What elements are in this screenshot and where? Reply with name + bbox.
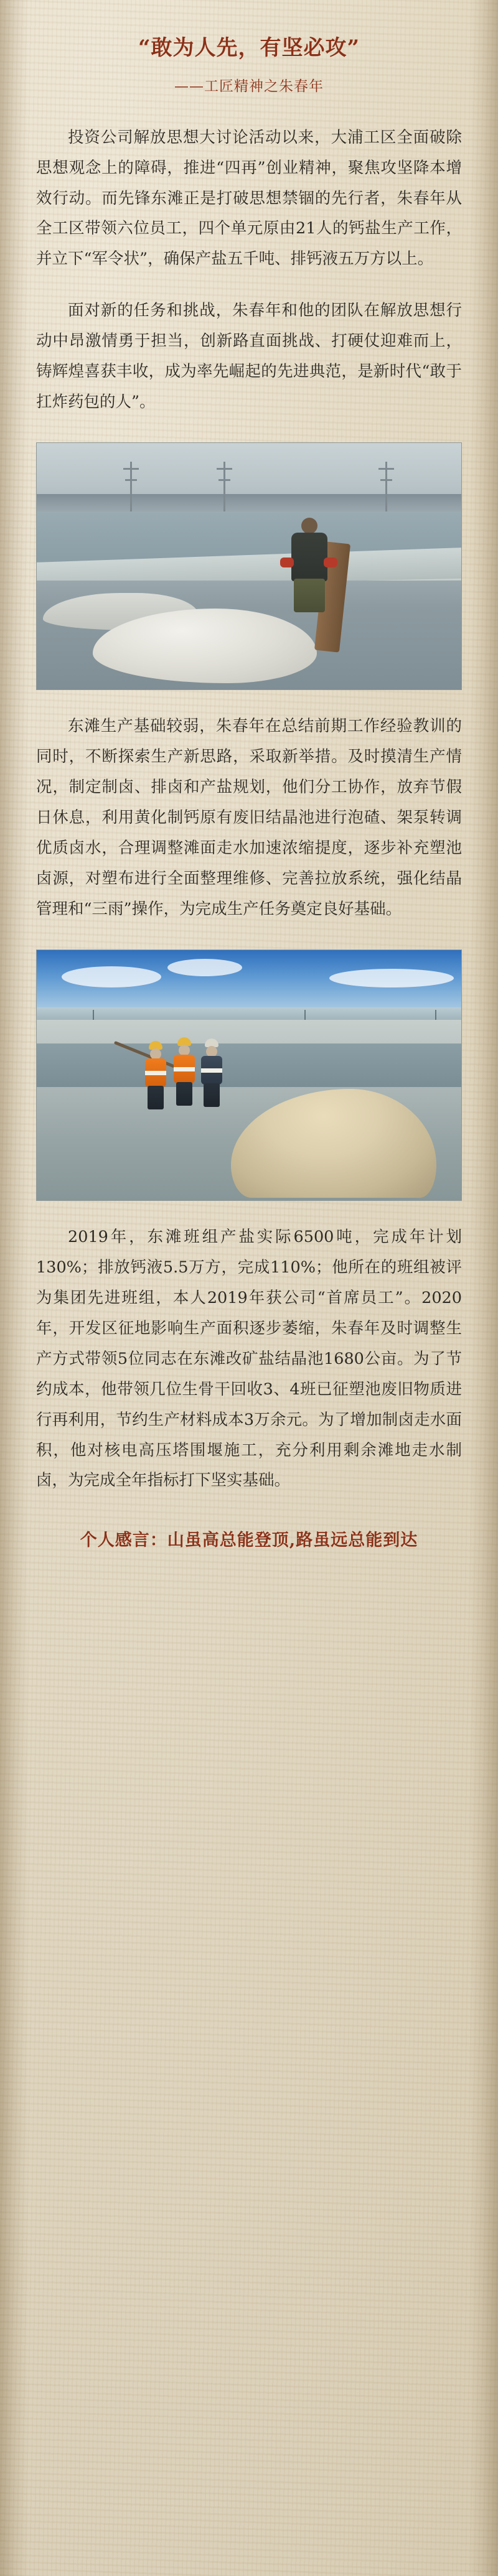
worker-glove-right	[324, 558, 337, 567]
paragraph-1: 投资公司解放思想大讨论活动以来，大浦工区全面破除思想观念上的障碍，推进“四再”创业精神，聚焦攻坚降本增效行动。而先锋东滩正是打破思想禁锢的先行者，朱春年从全工区带领六位员工，四个单元原由21人的钙盐生产工作，并立下“军令状”，确保产盐五千吨、排钙液五万方以上。	[36, 128, 462, 269]
cloud-shape	[167, 959, 242, 976]
photo-salt-pond-worker	[36, 442, 462, 690]
paragraph-2: 面对新的任务和挑战，朱春年和他的团队在解放思想行动中昂激情勇于担当，创新路直面挑战、打硬仗迎难而上，铸辉煌喜获丰收，成为率先崛起的先进典范，是新时代“敢于扛炸药包的人”。	[36, 301, 462, 412]
worker-figure	[197, 1038, 226, 1107]
worker-jacket	[291, 533, 327, 581]
worker-trousers	[176, 1082, 192, 1106]
worker-figure	[141, 1041, 170, 1109]
horizon-line	[37, 1007, 461, 1021]
closing-quote	[36, 1526, 462, 1555]
power-tower-icon	[130, 462, 132, 511]
horizon-buildings	[37, 494, 461, 513]
page-subtitle: ——工匠精神之朱春年	[174, 78, 324, 95]
worker-glove-left	[280, 558, 294, 567]
cloud-shape	[329, 969, 454, 987]
page-title: “敢为人先，有坚必攻”	[138, 35, 360, 60]
worker-figure	[170, 1037, 199, 1106]
closing-text: 山虽高总能登顶,路虽远总能到达	[167, 1531, 418, 1551]
paragraph-3: 东滩生产基础较弱，朱春年在总结前期工作经验教训的同时，不断探索生产新思路，采取新举措。及时摸清生产情况，制定制卤、排卤和产盐规划，他们分工协作，放弃节假日休息，利用黄化制钙原有废旧结晶池进行泡碴、架泵转调优质卤水，合理调整滩面走水加速浓缩提度，逐步补充塑池卤源，对塑布进行全面整理维修、完善拉放系统，强化结晶管理和“三雨”操作，为完成生产任务奠定良好基础。	[36, 717, 462, 918]
worker-figure	[283, 518, 336, 611]
power-tower-icon	[223, 462, 225, 511]
cloud-shape	[62, 966, 161, 987]
power-tower-icon	[385, 462, 387, 511]
photo-workers-salt-field	[36, 950, 462, 1201]
brine-pond	[37, 1043, 461, 1087]
worker-trousers	[204, 1083, 220, 1107]
vest-reflective-stripe	[174, 1067, 195, 1071]
worker-trousers	[148, 1086, 164, 1109]
photo-workers-salt-field-image	[37, 950, 461, 1200]
vest-reflective-stripe	[201, 1068, 222, 1073]
paragraph-4: 2019年，东滩班组产盐实际6500吨，完成年计划130%；排放钙液5.5万方，完成110%；他所在的班组被评为集团先进班组，本人2019年获公司“首席员工”。2020年，开发区征地影响生产面积逐步萎缩，朱春年及时调整生产方式带领5位同志在东滩改矿盐结晶池1680公亩。为了节约成本，他带领几位生骨干回收3、4班已征塑池废旧物质进行再利用，节约生产材料成本3万余元。为了增加制卤走水面积，他对核电高压塔围堰施工，充分利用剩余滩地走水制卤，为完成全年指标打下坚实基础。	[36, 1227, 462, 1490]
worker-head	[301, 518, 317, 534]
vest-reflective-stripe	[145, 1071, 166, 1075]
worker-trousers	[294, 579, 325, 612]
closing-label: 个人感言：	[80, 1531, 167, 1551]
photo-salt-pond-worker-image	[37, 443, 461, 689]
